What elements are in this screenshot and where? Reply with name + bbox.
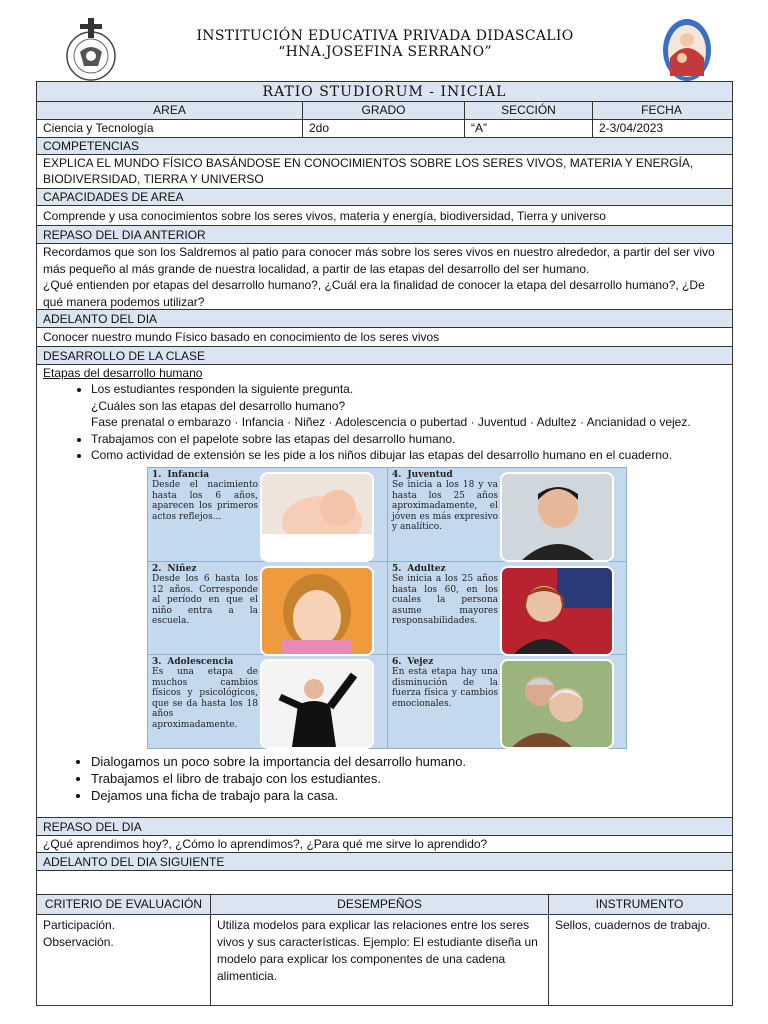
stage-card: 6. Vejez En esta etapa hay una disminución de la fuerza física y cambios emocionales.	[388, 655, 628, 749]
instrumento-header: INSTRUMENTO	[595, 897, 684, 911]
list-item: • Trabajamos el libro de trabajo con los estudiantes.	[91, 770, 726, 787]
info-values-row	[37, 120, 732, 138]
adelanto-text: Conocer nuestro mundo Físico basado en conocimiento de los seres vivos	[37, 328, 732, 347]
page-header	[0, 0, 768, 82]
stage-name: Adolescencia	[167, 656, 234, 667]
child-photo	[260, 566, 374, 656]
area-value: Ciencia y Tecnología	[37, 120, 303, 137]
competencias-text: EXPLICA EL MUNDO FÍSICO BASÁNDOSE EN CONOCIMIENTOS SOBRE LOS SERES VIVOS, MATERIA Y ENERGÍA, BIODIVERSIDAD, TIERRA Y UNIVERSO	[37, 155, 732, 189]
adult-woman-photo	[500, 566, 614, 656]
adelanto-siguiente-body	[37, 871, 732, 895]
repaso-anterior-text1: Recordamos que son los Saldremos al patio para conocer más sobre los seres vivos en nuestro alrededor, a partir del ser vivo más pequeño al más grande de nuestra localidad, a partir de las etapas del desarrollo del ser humano.	[43, 245, 715, 276]
fecha-value: 2-3/04/2023	[599, 121, 664, 135]
competencias-label: COMPETENCIAS	[37, 138, 732, 155]
stage-card: 1. Infancia Desde el nacimiento hasta los 6 años, aparecen los primeros actos reflejos...	[148, 468, 388, 562]
stage-name: Adultez	[407, 563, 446, 574]
school-name: INSTITUCIÓN EDUCATIVA PRIVADA DIDASCALIO	[196, 28, 574, 44]
stage-card: 3. Adolescencia Es una etapa de muchos cambios físicos y psicológicos, que se da hasta los 18 años aproximadamente.	[148, 655, 388, 749]
desarrollo-label: DESARROLLO DE LA CLASE	[37, 347, 732, 365]
list-item: • Como actividad de extensión se les pide a los niños dibujar las etapas del desarrollo humano en el cuaderno.	[91, 447, 726, 464]
list-item: • Dialogamos un poco sobre la importancia del desarrollo humano.	[91, 753, 726, 770]
criterio-item: Participación.	[43, 918, 116, 932]
adelanto-label: ADELANTO DEL DIA	[37, 310, 732, 328]
desempeno-cell: Utiliza modelos para explicar las relaciones entre los seres vivos y sus características. Ejemplo: El estudiante diseña un modelo para explicar los componentes de una cadena alimenticia.	[211, 915, 549, 1005]
desarrollo-body	[37, 365, 732, 818]
evaluacion-body-row	[37, 915, 732, 1006]
desempenos-header: DESEMPEÑOS	[211, 895, 549, 914]
repaso-dia-label: REPASO DEL DIA	[37, 818, 732, 836]
school-subname: “HNA.JOSEFINA SERRANO”	[278, 44, 492, 60]
bullet-text: Los estudiantes responden la siguiente pregunta.	[91, 382, 354, 396]
question-text: ¿Cuáles son las etapas del desarrollo humano?	[91, 398, 346, 413]
stage-text: Se inicia a los 18 y va hasta los 25 años aproximadamente, el jóven es más expresivo y analítico.	[392, 480, 498, 533]
stage-name: Niñez	[167, 563, 197, 574]
instrumento-cell: Sellos, cuadernos de trabajo.	[555, 918, 711, 932]
capacidades-label: CAPACIDADES DE AREA	[37, 189, 732, 206]
elderly-couple-photo	[500, 659, 614, 749]
stage-text: Es una etapa de muchos cambios físicos y psicológicos, que se da hasta los 18 años aproximadamente.	[152, 667, 258, 730]
repaso-anterior-body	[37, 244, 732, 310]
answer-text: Fase prenatal o embarazo · Infancia · Niñez · Adolescencia o pubertad · Juventud · Adultez · Ancianidad o vejez.	[91, 415, 691, 430]
young-man-photo	[500, 472, 614, 562]
stage-text: En esta etapa hay una disminución de la fuerza física y cambios emocionales.	[392, 667, 498, 709]
stage-card: 4. Juventud Se inicia a los 18 y va hasta los 25 años aproximadamente, el jóven es más expresivo y analítico.	[388, 468, 628, 562]
fecha-header: FECHA	[641, 103, 682, 117]
criterio-cell	[37, 915, 211, 1005]
area-header: AREA	[37, 102, 303, 119]
stage-text: Desde el nacimiento hasta los 6 años, aparecen los primeros actos reflejos...	[152, 480, 258, 522]
stage-card: 5. Adultez Se inicia a los 25 años hasta los 60, en los cuales la persona asume mayores responsabilidades.	[388, 562, 628, 656]
stage-text: Desde los 6 hasta los 12 años. Corresponde al período en que el niño entra a la escuela.	[152, 574, 258, 627]
desarrollo-subtitle: Etapas del desarrollo humano	[43, 366, 203, 380]
teenager-photo	[260, 659, 374, 749]
stage-name: Vejez	[407, 656, 434, 667]
capacidades-text: Comprende y usa conocimientos sobre los seres vivos, materia y energía, biodiversidad, Tierra y universo	[37, 206, 732, 226]
stages-figure	[147, 467, 627, 749]
repaso-dia-text: ¿Qué aprendimos hoy?, ¿Cómo lo aprendimos?, ¿Para qué me sirve lo aprendido?	[37, 836, 732, 853]
baby-photo	[260, 472, 374, 562]
stage-name: Infancia	[167, 469, 210, 480]
document-title: RATIO STUDIORUM - INICIAL	[37, 82, 732, 102]
desarrollo-list-2	[43, 753, 726, 804]
stage-text: Se inicia a los 25 años hasta los 60, en los cuales la persona asume mayores responsabilidades.	[392, 574, 498, 627]
list-item	[91, 381, 726, 431]
stage-card: 2. Niñez Desde los 6 hasta los 12 años. Corresponde al período en que el niño entra a la escuela.	[148, 562, 388, 656]
ratio-studiorum-table	[36, 81, 733, 1006]
criterio-header: CRITERIO DE EVALUACIÓN	[37, 895, 211, 914]
repaso-anterior-text2: ¿Qué entienden por etapas del desarrollo humano?, ¿Cuál era la finalidad de conocer la etapa del desarrollo humano?, ¿De qué manera podemos utilizar?	[43, 278, 705, 309]
desarrollo-list	[43, 381, 726, 464]
grado-value: 2do	[303, 120, 465, 137]
grado-header: GRADO	[303, 102, 465, 119]
evaluacion-header-row	[37, 895, 732, 915]
list-item: • Trabajamos con el papelote sobre las etapas del desarrollo humano.	[91, 431, 726, 448]
adelanto-siguiente-label: ADELANTO DEL DIA SIGUIENTE	[37, 853, 732, 871]
list-item: • Dejamos una ficha de trabajo para la casa.	[91, 787, 726, 804]
seccion-header: SECCIÓN	[465, 102, 593, 119]
repaso-anterior-label: REPASO DEL DIA ANTERIOR	[37, 226, 732, 244]
stage-name: Juventud	[407, 469, 453, 480]
seccion-value: “A”	[465, 120, 593, 137]
virgin-mary-image	[662, 18, 712, 82]
school-crest-logo	[62, 16, 120, 82]
criterio-item: Observación.	[43, 935, 114, 949]
info-header-row	[37, 102, 732, 120]
